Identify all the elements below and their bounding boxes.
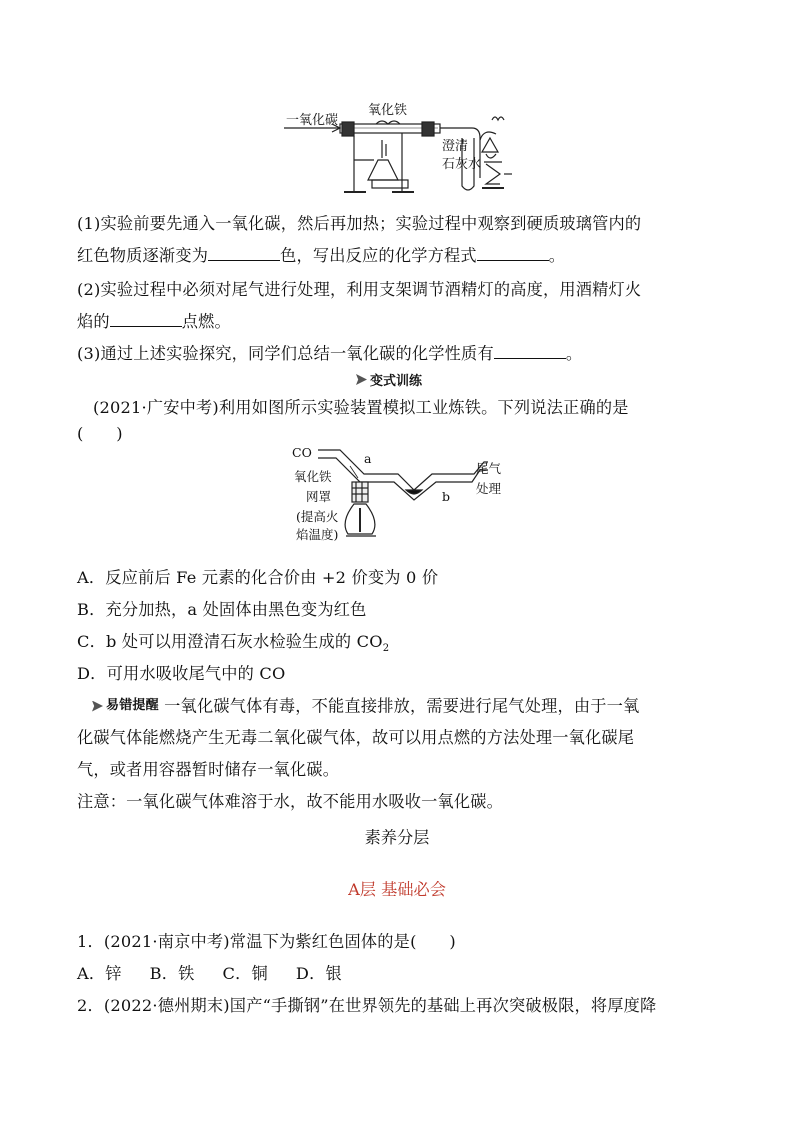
limewater-label-1: 澄清 [442,139,469,154]
q-part1-text-b: 色，写出反应的化学方程式 [280,246,477,265]
option-c-subscript: 2 [382,643,390,655]
co-label: CO [292,445,312,460]
option-c-text: C．b 处可以用澄清石灰水检验生成的 CO [77,632,383,651]
tip-text-1: 一氧化碳气体有毒，不能直接排放，需要进行尾气处理，由于一氧 [164,696,640,716]
arrow-badge-icon [356,374,367,385]
point-a-label: a [364,451,372,466]
q2-stem: 2．(2022·德州期末)国产“手撕钢”在世界领先的基础上再次突破极限，将厚度降 [77,996,657,1015]
q-part1-line1: (1)实验前要先通入一氧化碳，然后再加热；实验过程中观察到硬质玻璃管内的 [77,214,642,233]
point-b-label: b [442,489,451,504]
variant-tag [356,370,422,389]
tip-tag-label: 易错提醒 [106,698,159,713]
limewater-label-2: 石灰水 [442,157,482,172]
q1-option-b[interactable]: B．铁 [149,964,195,983]
answer-blank-properties[interactable] [494,344,566,359]
raise-flame-label-2: 焰温度) [296,527,339,542]
q-part2-line2 [77,310,722,334]
co-inlet-label: 一氧化碳 [286,113,339,128]
q-part3-text-a: (3)通过上述实验探究，同学们总结一氧化碳的化学性质有 [77,344,494,363]
tip-line1 [92,694,722,719]
option-b[interactable]: B．充分加热，a 处固体由黑色变为红色 [77,600,367,619]
section-title: 素养分层 [364,828,430,847]
iron-oxide-label: 氧化铁 [368,103,408,118]
q-part1-line2 [77,244,722,268]
option-c[interactable] [77,630,722,661]
variant-stem-line2: ( ) [77,424,123,443]
apparatus-figure-2 [288,444,518,554]
q1-stem: 1．(2021·南京中考)常温下为紫红色固体的是( ) [77,932,456,951]
apparatus-figure-1 [282,100,522,200]
iron-oxide-label-2: 氧化铁 [294,469,332,484]
q-part3-text-b: 。 [565,344,583,363]
answer-blank-color[interactable] [208,246,280,261]
answer-blank-equation[interactable] [477,246,549,261]
answer-blank-flame[interactable] [110,312,182,327]
option-a[interactable]: A．反应前后 Fe 元素的化合价由 +2 价变为 0 价 [77,568,439,587]
q-part2-text-a: 焰的 [77,312,110,331]
option-d[interactable]: D．可用水吸收尾气中的 CO [77,664,286,683]
variant-stem-line1: (2021·广安中考)利用如图所示实验装置模拟工业炼铁。下列说法正确的是 [93,398,629,417]
q1-option-c[interactable]: C．铜 [222,964,268,983]
q1-option-a[interactable]: A．锌 [77,964,122,983]
q-part2-text-b: 点燃。 [181,312,231,331]
q1-option-d[interactable]: D．银 [295,964,342,983]
gauze-label: 网罩 [306,489,332,504]
tip-tag [92,694,159,718]
raise-flame-label-1: (提高火 [296,509,339,524]
tip-line2: 化碳气体能燃烧产生无毒二氧化碳气体，故可以用点燃的方法处理一氧化碳尾 [77,728,635,747]
variant-tag-label: 变式训练 [370,374,423,389]
q-part3 [77,342,722,366]
q-part2-line1: (2)实验过程中必须对尾气进行处理，利用支架调节酒精灯的高度，用酒精灯火 [77,280,642,299]
q-part1-text-a: 红色物质逐渐变为 [77,246,209,265]
section-level: A层 基础必会 [348,880,446,899]
tail-gas-label-1: 尾气 [476,461,502,476]
tip-line3: 气，或者用容器暂时储存一氧化碳。 [77,760,340,779]
tip-note: 注意：一氧化碳气体难溶于水，故不能用水吸收一氧化碳。 [77,792,504,811]
tail-gas-label-2: 处理 [476,481,502,496]
arrow-badge-icon [92,701,103,712]
q1-options [77,962,722,986]
q-part1-text-c: 。 [548,246,566,265]
